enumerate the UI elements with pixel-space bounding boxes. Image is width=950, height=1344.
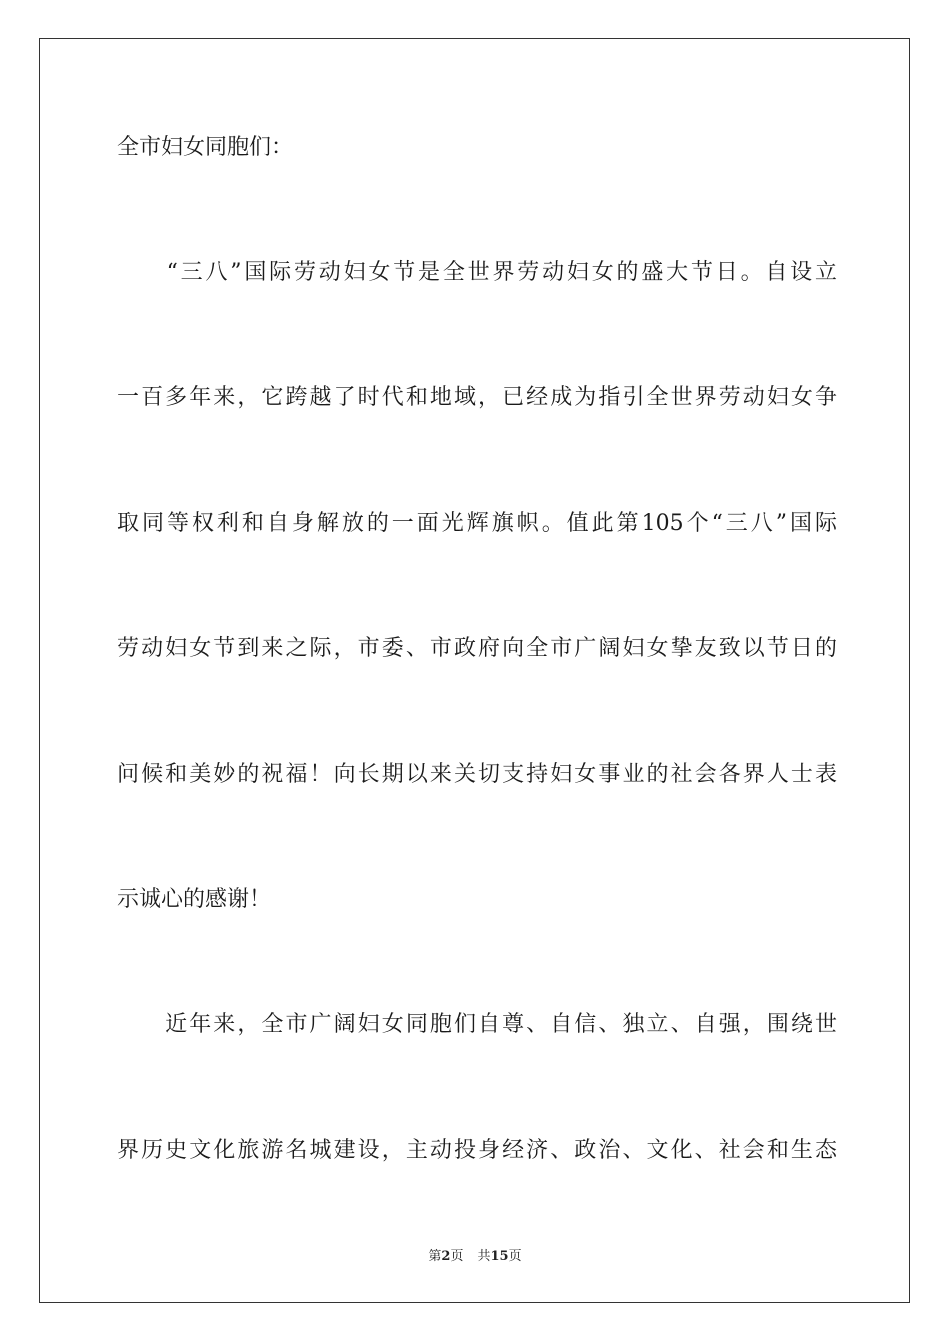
body-text-line: 一百多年来，它跨越了时代和地域，已经成为指引全世界劳动妇女争 <box>117 385 837 410</box>
page-number: 2 <box>441 1249 451 1264</box>
body-text-line: 近年来，全市广阔妇女同胞们自尊、自信、独立、自强，围绕世 <box>117 1012 837 1037</box>
page-footer <box>0 1248 950 1266</box>
body-text-line: 劳动妇女节到来之际，市委、市政府向全市广阔妇女挚友致以节日的 <box>117 636 837 661</box>
body-text-line: 问候和美妙的祝福！向长期以来关切支持妇女事业的社会各界人士表 <box>117 762 837 787</box>
salutation-line: 全市妇女同胞们： <box>117 135 294 160</box>
total-prefix: 共 <box>477 1249 491 1264</box>
total-suffix: 页 <box>508 1249 522 1264</box>
page-border <box>39 38 910 1303</box>
body-text-line: 示诚心的感谢！ <box>117 887 272 912</box>
page-prefix: 第 <box>428 1249 442 1264</box>
total-pages: 15 <box>490 1249 509 1264</box>
body-text-line: 界历史文化旅游名城建设，主动投身经济、政治、文化、社会和生态 <box>117 1138 837 1163</box>
body-text-line: 取同等权利和自身解放的一面光辉旗帜。值此第105个“三八”国际 <box>117 511 837 536</box>
page-suffix: 页 <box>450 1249 464 1264</box>
body-text-line: “三八”国际劳动妇女节是全世界劳动妇女的盛大节日。自设立 <box>117 260 837 285</box>
